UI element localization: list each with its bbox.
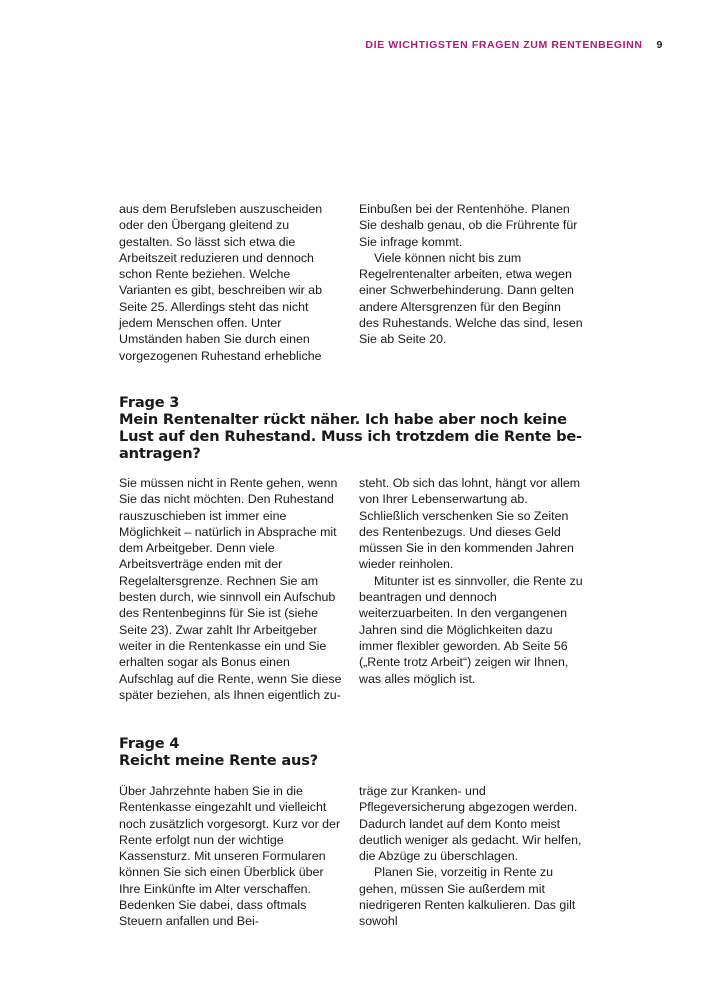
frage3-question-line-1: Mein Rentenalter rückt näher. Ich habe aber noch keine: [119, 411, 567, 428]
paragraph: aus dem Berufsleben auszuscheiden oder den Übergang gleitend zu gestalten. So lässt sich etwa die Arbeitszeit reduzieren und dennoch schon Rente beziehen. Welche Varianten es gibt, beschreiben wir ab Seite 25. Allerdings steht das nicht jedem Menschen offen. Unter Umständen haben Sie durch einen vorgezogenen Ruhestand erhebliche: [119, 202, 323, 363]
paragraph: Sie müssen nicht in Rente gehen, wenn Sie das nicht möchten. Den Ruhestand rauszuschieben ist immer eine Möglichkeit – natürlich in Absprache mit dem Arbeitgeber. Denn viele Arbeitsverträge enden mit der Regelaltersgrenze. Rechnen Sie am besten durch, wie sinnvoll ein Aufschub des Rentenbeginns für Sie ist (siehe Seite 23). Zwar zahlt Ihr Arbeitgeber weiter in die Rentenkasse ein und Sie erhalten sogar als Bonus einen Aufschlag auf die Rente, wenn Sie diese später beziehen, als Ihnen eigentlich zu-: [119, 476, 342, 702]
frage3-left-column: [119, 475, 344, 703]
frage4-label: Frage 4: [119, 735, 180, 752]
paragraph: Planen Sie, vorzeitig in Rente zu gehen, müssen Sie außerdem mit niedrigeren Renten kalkulieren. Das gilt sowohl: [359, 865, 576, 929]
paragraph: Einbußen bei der Rentenhöhe. Planen Sie deshalb genau, ob die Frührente für Sie infrage kommt.: [359, 202, 578, 249]
intro-left-column: [119, 201, 344, 364]
intro-right-column: [359, 201, 584, 348]
running-header-title: DIE WICHTIGSTEN FRAGEN ZUM RENTENBEGINN: [365, 39, 643, 51]
frage3-question-line-2: Lust auf den Ruhestand. Muss ich trotzdem die Rente be-: [119, 428, 582, 445]
frage4-left-column: [119, 783, 344, 930]
frage3-question-line-3: antragen?: [119, 445, 201, 462]
page-number: 9: [656, 39, 663, 51]
paragraph: Mitunter ist es sinnvoller, die Rente zu beantragen und dennoch weiterzuarbeiten. In den vergangenen Jahren sind die Möglichkeiten dazu immer flexibler geworden. Ab Seite 56 („Rente trotz Arbeit“) zeigen wir Ihnen, was alles möglich ist.: [359, 573, 583, 686]
paragraph: Viele können nicht bis zum Regelrentenalter arbeiten, etwa wegen einer Schwerbehinderung. Dann gelten andere Altersgrenzen für den Beginn des Ruhestands. Welche das sind, lesen Sie ab Seite 20.: [359, 250, 583, 347]
frage4-question-line-1: Reicht meine Rente aus?: [119, 752, 318, 769]
frage3-heading: [119, 394, 589, 462]
paragraph: träge zur Kranken- und Pflegeversicherung abgezogen werden. Dadurch landet auf dem Konto meist deutlich weniger als gedacht. Wir helfen, die Abzüge zu überschlagen.: [359, 784, 582, 864]
frage4-heading: [119, 735, 589, 769]
running-header: [300, 39, 663, 51]
frage3-right-column: [359, 475, 584, 687]
paragraph: Über Jahrzehnte haben Sie in die Rentenkasse eingezahlt und vielleicht noch zusätzlich vorgesorgt. Kurz vor der Rente erfolgt nun der wichtige Kassensturz. Mit unseren Formularen können Sie sich einen Überblick über Ihre Einkünfte im Alter verschaffen. Bedenken Sie dabei, dass oftmals Steuern anfallen und Bei-: [119, 784, 341, 929]
paragraph: steht. Ob sich das lohnt, hängt vor allem von Ihrer Lebenserwartung ab. Schließlich verschenken Sie so Zeiten des Rentenbezugs. Und dieses Geld müssen Sie in den kommenden Jahren wieder reinholen.: [359, 476, 581, 572]
frage4-right-column: [359, 783, 584, 930]
frage3-label: Frage 3: [119, 394, 180, 411]
